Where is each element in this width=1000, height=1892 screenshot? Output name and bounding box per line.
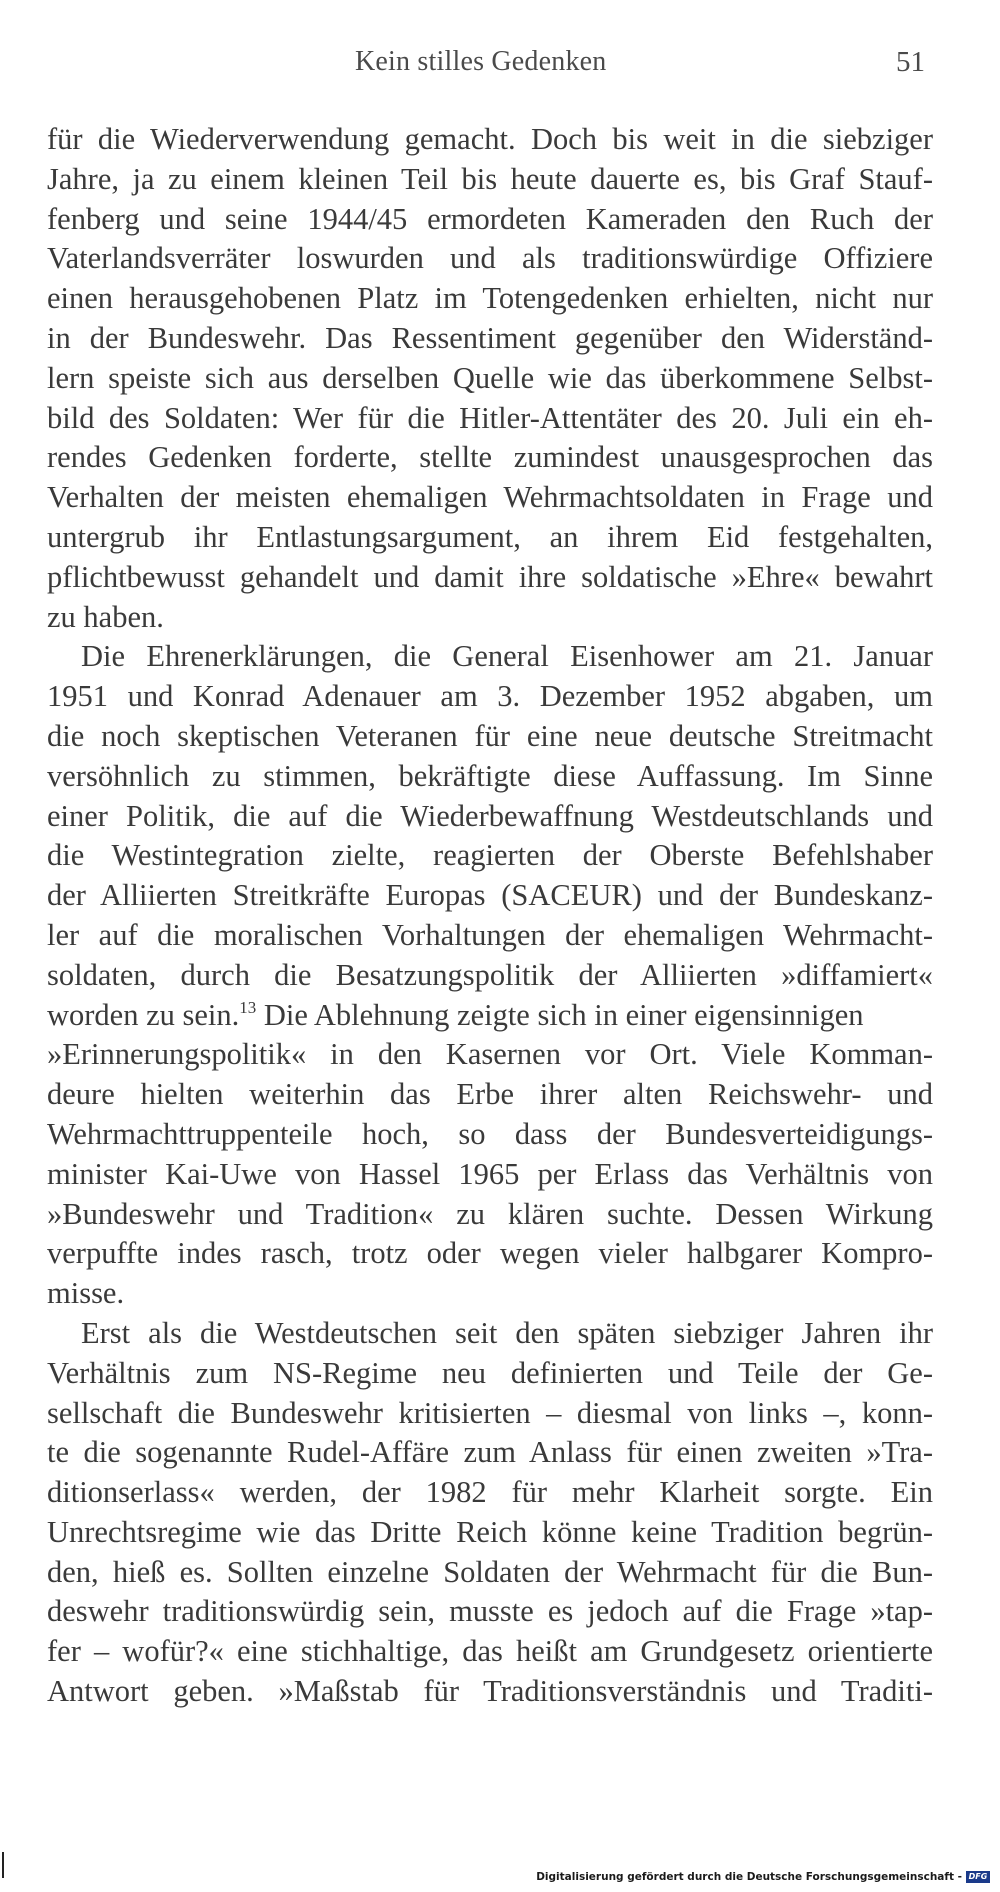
text-line: fenberg und seine 1944/45 ermordeten Kameraden den Ruch der [47, 201, 933, 236]
text-line: lern speiste sich aus derselben Quelle wie das überkommene Selbst- [47, 360, 933, 395]
text-line: Unrechtsregime wie das Dritte Reich könne keine Tradition begrün- [47, 1514, 933, 1549]
text-segment: Die Ablehnung zeigte sich in einer eigensinnigen [256, 997, 864, 1032]
text-line: Die Ehrenerklärungen, die General Eisenhower am 21. Januar [81, 639, 933, 674]
body-text [47, 120, 933, 1712]
text-line: Vaterlandsverräter loswurden und als traditionswürdige Offiziere [47, 241, 933, 276]
text-line: versöhnlich zu stimmen, bekräftigte diese Auffassung. Im Sinne [47, 758, 933, 793]
running-title: Kein stilles Gedenken [355, 46, 607, 77]
text-line: pflichtbewusst gehandelt und damit ihre soldatische »Ehre« bewahrt [47, 559, 933, 594]
text-line: te die sogenannte Rudel-Affäre zum Anlass für einen zweiten »Tra- [47, 1435, 933, 1470]
text-line: zu haben. [47, 599, 164, 634]
text-line: ditionserlass« werden, der 1982 für mehr Klarheit sorgte. Ein [47, 1475, 933, 1510]
text-line: der Alliierten Streitkräfte Europas (SACEUR) und der Bundeskanz- [47, 878, 933, 913]
text-line: Erst als die Westdeutschen seit den späten siebziger Jahren ihr [81, 1315, 933, 1350]
running-head [0, 46, 1000, 86]
text-line: Verhältnis zum NS-Regime neu definierten und Teile der Ge- [47, 1355, 933, 1390]
text-line: 1951 und Konrad Adenauer am 3. Dezember 1952 abgaben, um [47, 679, 933, 714]
text-line: untergrub ihr Entlastungsargument, an ihrem Eid festgehalten, [47, 519, 933, 554]
footer-credit: Digitalisierung gefördert durch die Deutsche Forschungsgemeinschaft - [536, 1871, 962, 1883]
text-line: bild des Soldaten: Wer für die Hitler-Attentäter des 20. Juli ein eh- [47, 400, 933, 435]
footnote-reference[interactable]: 13 [239, 997, 257, 1017]
text-line: für die Wiederverwendung gemacht. Doch bis weit in die siebziger [47, 122, 933, 156]
text-line: Jahre, ja zu einem kleinen Teil bis heute dauerte es, bis Graf Stauf- [47, 161, 933, 196]
text-line: Antwort geben. »Maßstab für Traditionsverständnis und Traditi- [47, 1674, 933, 1709]
text-line: ler auf die moralischen Vorhaltungen der ehemaligen Wehrmacht- [47, 917, 933, 952]
text-line: den, hieß es. Sollten einzelne Soldaten der Wehrmacht für die Bun- [47, 1554, 933, 1589]
digitization-footer [536, 1868, 990, 1886]
text-line: misse. [47, 1276, 125, 1311]
text-line: Wehrmachttruppenteile hoch, so dass der Bundesverteidigungs- [47, 1116, 933, 1151]
text-line: die noch skeptischen Veteranen für eine neue deutsche Streitmacht [47, 718, 933, 753]
scan-edge-mark [2, 1852, 4, 1878]
text-line: sellschaft die Bundeswehr kritisierten – diesmal von links –, konn- [47, 1395, 933, 1430]
text-line: in der Bundeswehr. Das Ressentiment gegenüber den Widerständ- [47, 320, 933, 355]
text-line: rendes Gedenken forderte, stellte zumindest unausgesprochen das [47, 440, 933, 475]
text-line: die Westintegration zielte, reagierten der Oberste Befehlshaber [47, 838, 933, 873]
paragraph-1 [47, 120, 933, 637]
text-line: deswehr traditionswürdig sein, musste es jedoch auf die Frage »tap- [47, 1594, 933, 1629]
text-segment: worden zu sein. [47, 997, 240, 1032]
text-line: einer Politik, die auf die Wiederbewaffnung Westdeutschlands und [47, 798, 933, 833]
text-line: »Bundeswehr und Tradition« zu klären suchte. Dessen Wirkung [47, 1196, 933, 1231]
page-number: 51 [896, 46, 925, 78]
text-line: soldaten, durch die Besatzungspolitik der Alliierten »diffamiert« [47, 957, 933, 992]
paragraph-2 [47, 637, 933, 1314]
text-line: Verhalten der meisten ehemaligen Wehrmachtsoldaten in Frage und [47, 480, 933, 515]
text-line: fer – wofür?« eine stichhaltige, das heißt am Grundgesetz orientierte [47, 1634, 933, 1669]
text-line: einen herausgehobenen Platz im Totengedenken erhielten, nicht nur [47, 281, 933, 316]
text-line-with-footnote [47, 996, 933, 1036]
dfg-logo: DFG [966, 1871, 990, 1883]
text-line: verpuffte indes rasch, trotz oder wegen vieler halbgarer Kompro- [47, 1236, 933, 1271]
paragraph-3 [47, 1314, 933, 1712]
text-line: minister Kai-Uwe von Hassel 1965 per Erlass das Verhältnis von [47, 1156, 933, 1191]
text-line: »Erinnerungspolitik« in den Kasernen vor Ort. Viele Komman- [47, 1037, 933, 1072]
text-line: deure hielten weiterhin das Erbe ihrer alten Reichswehr- und [47, 1077, 933, 1112]
